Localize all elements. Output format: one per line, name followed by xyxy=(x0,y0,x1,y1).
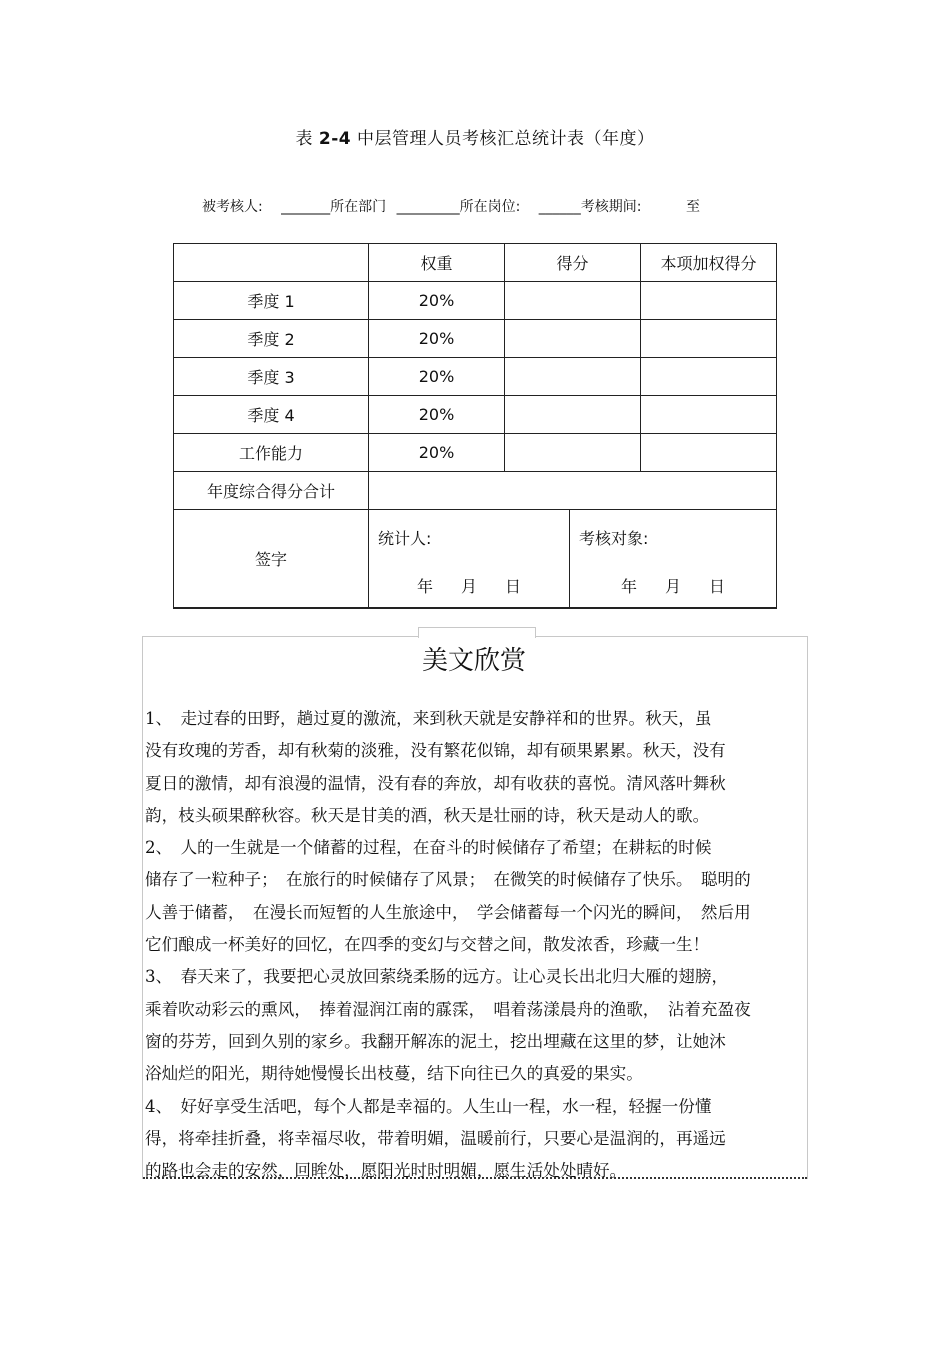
position-field[interactable]: ______ xyxy=(538,199,581,215)
period-label: 考核期间: xyxy=(580,199,642,215)
signature-row xyxy=(174,510,777,609)
date-month: 月 xyxy=(460,577,477,596)
position-label: 所在岗位: xyxy=(459,199,521,215)
title-number: 2-4 xyxy=(318,129,352,149)
row-label: 季度 1 xyxy=(174,282,369,320)
department-label: 所在部门 xyxy=(330,199,387,215)
essay-line: 1、 走过春的田野，趟过夏的激流，来到秋天就是安静祥和的世界。秋天，虽 xyxy=(145,709,712,728)
row-label: 季度 2 xyxy=(174,320,369,358)
table-row xyxy=(174,320,777,358)
score-cell[interactable] xyxy=(505,434,641,472)
date-day: 日 xyxy=(709,577,726,596)
score-cell[interactable] xyxy=(505,320,641,358)
essay-line: 韵，枝头硕果醉秋容。秋天是甘美的酒，秋天是壮丽的诗，秋天是动人的歌。 xyxy=(145,805,710,825)
sign-label: 签字 xyxy=(174,510,369,609)
examinee-label: 被考核人: xyxy=(202,199,263,215)
score-cell[interactable] xyxy=(505,396,641,434)
row-weight: 20% xyxy=(369,396,505,434)
row-label: 季度 4 xyxy=(174,396,369,434)
info-line xyxy=(202,196,700,216)
statistician-date xyxy=(369,574,569,597)
row-weight: 20% xyxy=(369,320,505,358)
table-row xyxy=(174,282,777,320)
total-score-cell[interactable] xyxy=(369,472,777,510)
weighted-score-cell[interactable] xyxy=(641,358,777,396)
essay-line: 乘着吹动彩云的熏风， 捧着湿润江南的霡霂， 唱着荡漾晨舟的渔歌， 沾着充盈夜 xyxy=(145,999,751,1019)
essay-line: 2、 人的一生就是一个储蓄的过程，在奋斗的时候储存了希望；在耕耘的时候 xyxy=(145,838,712,858)
page-title xyxy=(0,124,950,149)
weighted-score-cell[interactable] xyxy=(641,282,777,320)
header-cell-blank xyxy=(174,244,369,282)
statistician-label: 统计人: xyxy=(378,529,432,548)
date-year: 年 xyxy=(620,577,637,596)
row-weight: 20% xyxy=(369,358,505,396)
weighted-score-cell[interactable] xyxy=(641,434,777,472)
subject-signature[interactable] xyxy=(570,510,776,607)
row-weight: 20% xyxy=(369,434,505,472)
total-label: 年度综合得分合计 xyxy=(174,472,369,510)
row-label: 季度 3 xyxy=(174,358,369,396)
weighted-score-cell[interactable] xyxy=(641,396,777,434)
period-to: 至 xyxy=(685,199,700,215)
essay-line: 3、 春天来了，我要把心灵放回萦绕柔肠的远方。让心灵长出北归大雁的翅膀， xyxy=(145,967,729,987)
essay-line: 没有玫瑰的芳香，却有秋菊的淡雅，没有繁花似锦，却有硕果累累。秋天，没有 xyxy=(145,741,726,761)
statistician-signature[interactable] xyxy=(369,510,570,607)
date-day: 日 xyxy=(505,577,522,596)
essay-line: 4、 好好享受生活吧，每个人都是幸福的。人生山一程，水一程，轻握一份懂 xyxy=(145,1096,712,1116)
total-row xyxy=(174,472,777,510)
row-label: 工作能力 xyxy=(174,434,369,472)
subject-label: 考核对象: xyxy=(579,529,649,548)
essay-line: 人善于储蓄， 在漫长而短暂的人生旅途中， 学会储蓄每一个闪光的瞬间， 然后用 xyxy=(145,902,751,922)
title-prefix: 表 xyxy=(295,129,319,149)
table-row xyxy=(174,434,777,472)
essay-title: 美文欣赏 xyxy=(421,646,526,676)
header-weighted-score: 本项加权得分 xyxy=(641,244,777,282)
essay-line: 它们酿成一杯美好的回忆，在四季的变幻与交替之间，散发浓香，珍藏一生！ xyxy=(145,935,710,955)
essay-line: 储存了一粒种子； 在旅行的时候储存了风景； 在微笑的时候储存了快乐。 聪明的 xyxy=(145,870,751,890)
weighted-score-cell[interactable] xyxy=(641,320,777,358)
score-cell[interactable] xyxy=(505,282,641,320)
essay-line: 的路也会走的安然，回眸处，愿阳光时时明媚，愿生活处处晴好。 xyxy=(145,1161,627,1181)
sign-area xyxy=(369,510,777,609)
header-weight: 权重 xyxy=(369,244,505,282)
score-cell[interactable] xyxy=(505,358,641,396)
table-header-row xyxy=(174,244,777,282)
essay-line: 夏日的激情，却有浪漫的温情，没有春的奔放，却有收获的喜悦。清风落叶舞秋 xyxy=(145,773,726,793)
row-weight: 20% xyxy=(369,282,505,320)
assessment-table xyxy=(173,243,777,609)
subject-date xyxy=(570,574,776,597)
essay-body xyxy=(145,703,809,1187)
essay-line: 得，将牵挂折叠，将幸福尽收，带着明媚，温暖前行，只要心是温润的，再遥远 xyxy=(145,1128,726,1148)
date-year: 年 xyxy=(416,577,433,596)
department-field[interactable]: _________ xyxy=(396,199,460,215)
essay-line: 浴灿烂的阳光，期待她慢慢长出枝蔓，结下向往已久的真爱的果实。 xyxy=(145,1064,643,1084)
examinee-field[interactable]: _______ xyxy=(281,199,331,215)
essay-line: 窗的芬芳，回到久别的家乡。我翻开解冻的泥土，挖出埋藏在这里的梦，让她沐 xyxy=(145,1031,726,1051)
title-text: 中层管理人员考核汇总统计表（年度） xyxy=(351,129,655,149)
table-row xyxy=(174,396,777,434)
date-month: 月 xyxy=(664,577,681,596)
header-score: 得分 xyxy=(505,244,641,282)
frame-tab-gap xyxy=(419,636,534,638)
table-row xyxy=(174,358,777,396)
